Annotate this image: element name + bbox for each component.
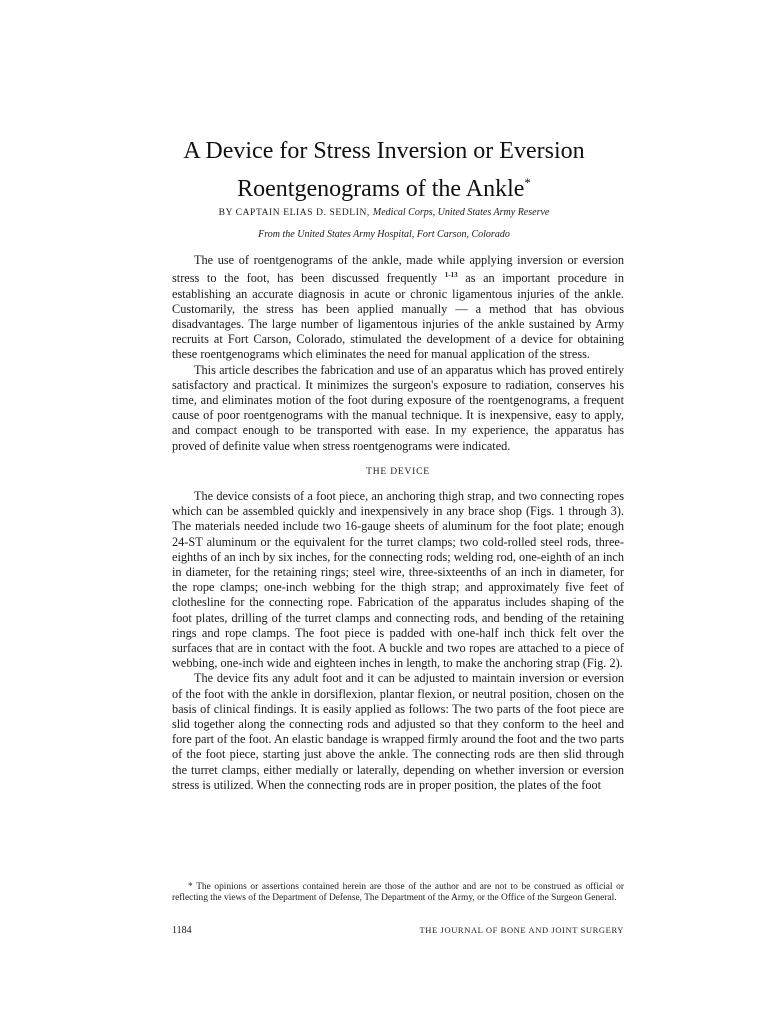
page-footer xyxy=(172,925,624,936)
footnote xyxy=(172,882,624,904)
page-number: 1184 xyxy=(172,925,192,936)
citation-superscript: 1-13 xyxy=(444,271,458,280)
author-affiliation: From the United States Army Hospital, Fort Carson, Colorado xyxy=(258,229,510,240)
paragraph-2: This article describes the fabrication and use of an apparatus which has proved entirely satisfactory and practical. It minimizes the surgeon's exposure to radiation, conserves his time, and eliminates motion of the foot during exposure of the roentgenograms, a frequent cause of poor roentgenograms with the manual technique. It is inexpensive, easy to apply, and compact enough to be transported with ease. In my experience, the apparatus has proved of definite value when stress roentgenograms were indicated. xyxy=(172,362,624,453)
article-body xyxy=(172,253,624,793)
title-line-2 xyxy=(0,167,768,205)
paragraph-1 xyxy=(172,253,624,363)
section-heading: THE DEVICE xyxy=(366,466,430,477)
paragraph-1-end: as an important procedure in establishing an accurate diagnosis in acute or chronic ligamentous injuries of the ankle. Customarily, the stress has been applied manually — a method that has obvious disadvantages. The large number of ligamentous injuries of the ankle sustained by Army recruits at Fort Carson, Colorado, stimulated the development of a device for obtaining these roentgenograms which eliminates the need for manual application of the stress. xyxy=(172,271,624,362)
paragraph-1-start: The use of roentgenograms of the ankle, made while applying inversion or eversion stress to the foot, has been discussed frequently xyxy=(172,253,624,286)
author-name: BY CAPTAIN ELIAS D. SEDLIN, xyxy=(218,208,370,218)
title-line-1: A Device for Stress Inversion or Eversion xyxy=(183,138,585,164)
footnote-text: * The opinions or assertions contained herein are those of the author and are not to be construed as official or reflecting the views of the Department of Defense, The Department of the Army, or the Office of the Surgeon General. xyxy=(172,882,624,903)
paragraph-3: The device consists of a foot piece, an anchoring thigh strap, and two connecting ropes which can be assembled quickly and inexpensively in any brace shop (Figs. 1 through 3). The materials needed include two 16-gauge sheets of aluminum for the foot plate; enough 24-ST aluminum or the equivalent for the turret clamps; two cold-rolled steel rods, three-eighths of an inch by six inches, for the connecting rods; welding rod, one-eighth of an inch in diameter, for the retaining rings; steel wire, three-sixteenths of an inch in diameter, for the rope clamps; one-inch webbing for the thigh strap; and approximately five feet of clothesline for the connecting rope. Fabrication of the apparatus includes shaping of the foot plates, drilling of the turret clamps and connecting rods, and bending of the retaining rings and rope clamps. The foot piece is padded with one-half inch thick felt over the surfaces that are in contact with the foot. A buckle and two ropes are attached to a piece of webbing, one-inch wide and eighteen inches in length, to make the anchoring strap (Fig. 2). xyxy=(172,488,624,671)
author-byline xyxy=(0,207,768,218)
title-line-2-text: Roentgenograms of the Ankle xyxy=(237,176,525,202)
author-rank: Medical Corps, United States Army Reserve xyxy=(372,207,550,218)
article-title xyxy=(0,136,768,205)
journal-name: THE JOURNAL OF BONE AND JOINT SURGERY xyxy=(419,925,624,935)
title-footnote-marker: * xyxy=(524,175,531,190)
paragraph-4: The device fits any adult foot and it can be adjusted to maintain inversion or eversion of the foot with the ankle in dorsiflexion, plantar flexion, or neutral position, chosen on the basis of clinical findings. It is easily applied as follows: The two parts of the foot piece are slid together along the connecting rods and adjusted so that they conform to the heel and fore part of the foot. An elastic bandage is wrapped firmly around the foot and the two parts of the foot piece, starting just above the ankle. The connecting rods are then slid through the turret clamps, either medially or laterally, depending on whether inversion or eversion stress is utilized. When the connecting rods are in proper position, the plates of the foot xyxy=(172,671,624,792)
